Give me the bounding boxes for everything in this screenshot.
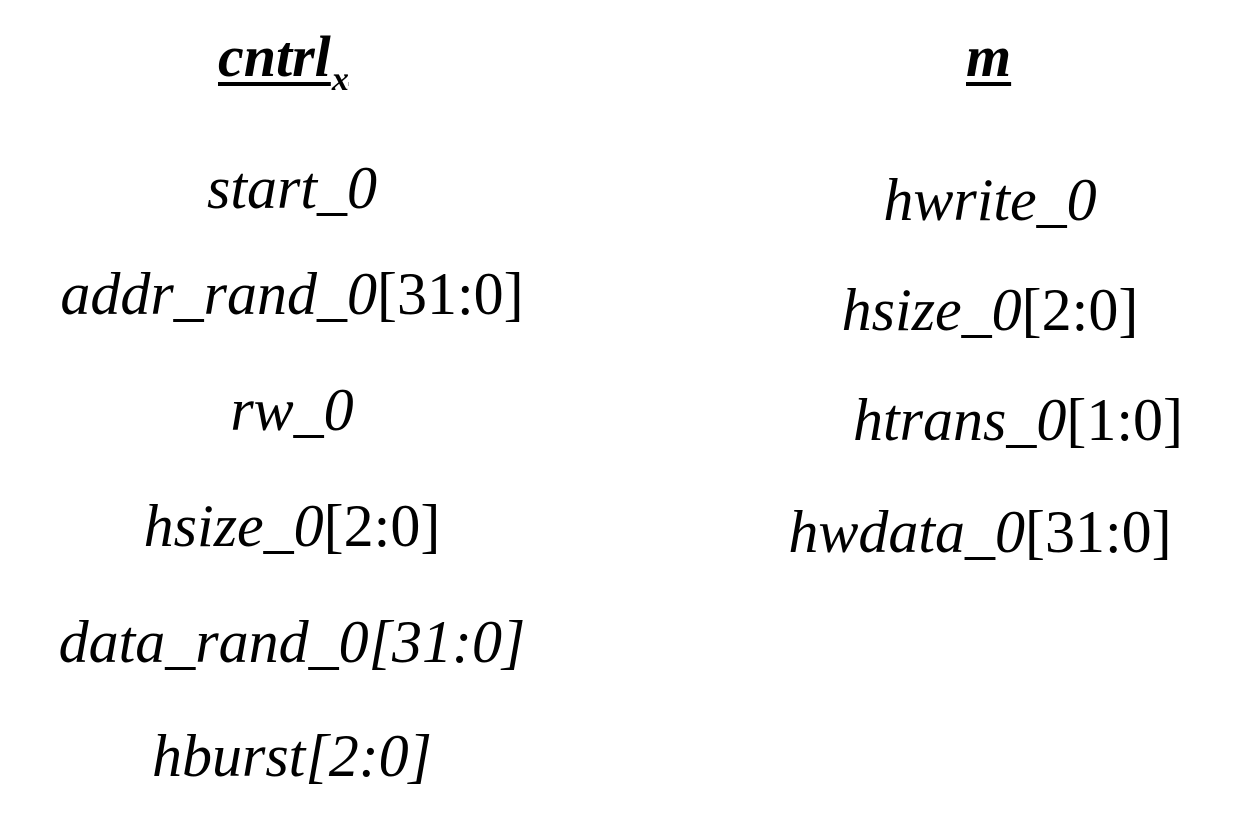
signal-range: [1:0] [1066,387,1184,453]
signal-range: [31:0] [377,261,524,327]
signal-hwrite-0 [883,167,1097,233]
m-column-title: m [966,24,1012,89]
cntrl-title-text: cntrl [218,24,331,89]
signal-range: [2:0] [305,723,433,789]
signal-name: hwdata_0 [788,499,1026,565]
signal-range: [31:0] [368,609,526,675]
signal-name: hburst [151,723,306,789]
signal-name: start_0 [206,155,378,221]
signal-hsize-0-right [841,277,1139,343]
signal-data-rand-0 [58,609,526,675]
signal-name: data_rand_0 [58,609,369,675]
cntrl-column-title [218,24,349,98]
signal-range: [31:0] [1025,499,1172,565]
signal-name: addr_rand_0 [60,261,378,327]
signal-hburst [151,723,433,789]
signal-name: htrans_0 [852,387,1067,453]
signal-htrans-0 [852,387,1184,453]
signal-hwdata-0 [788,499,1172,565]
signal-range: [2:0] [323,493,441,559]
signal-start-0 [206,155,378,221]
signal-hsize-0-left [143,493,441,559]
cntrl-title-subscript: x [331,61,349,98]
signal-name: rw_0 [230,377,354,443]
signal-name: hsize_0 [143,493,324,559]
signal-name: hwrite_0 [883,167,1097,233]
signal-name: hsize_0 [841,277,1022,343]
signal-addr-rand-0 [60,261,524,327]
signal-rw-0 [230,377,354,443]
signal-range: [2:0] [1021,277,1139,343]
